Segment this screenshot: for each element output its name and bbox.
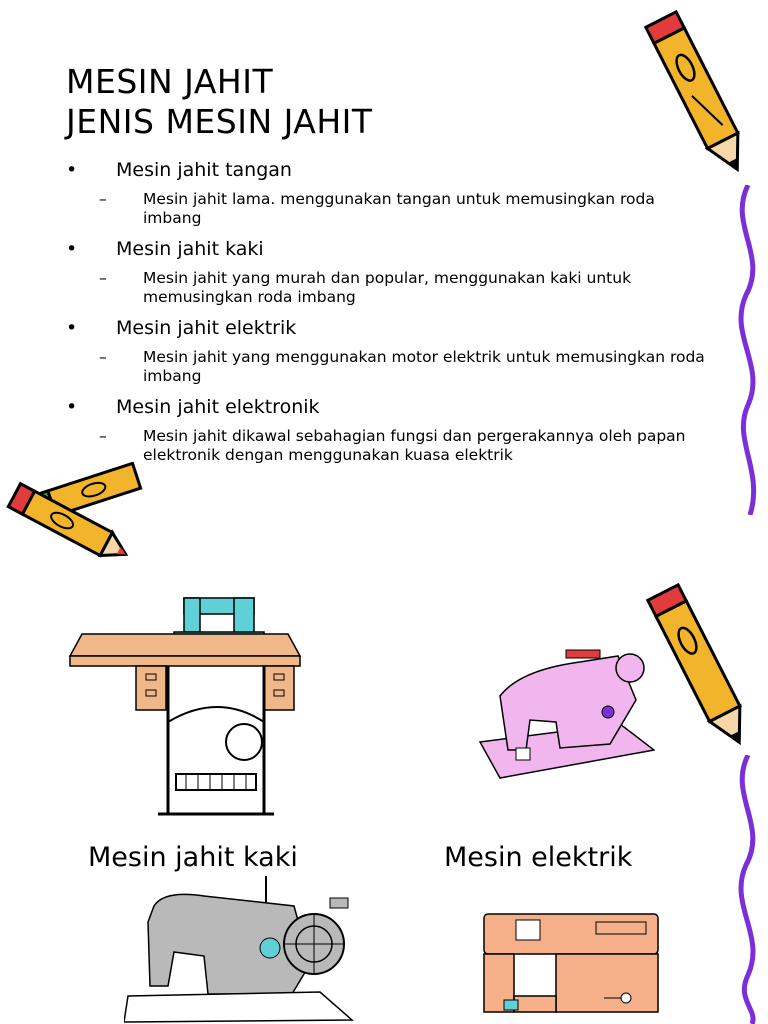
type-label: Mesin jahit elektrik — [116, 317, 297, 339]
dash-symbol: – — [99, 190, 107, 208]
caption-electric-machine: Mesin elektrik — [444, 842, 633, 873]
hand-sewing-machine-image — [124, 876, 356, 1024]
caption-treadle-machine: Mesin jahit kaki — [88, 842, 298, 873]
list-item — [66, 237, 706, 307]
dash-symbol: – — [99, 427, 107, 445]
page-title — [66, 62, 373, 142]
title-line-1: MESIN JAHIT — [66, 62, 274, 101]
type-description: Mesin jahit yang murah dan popular, menggunakan kaki untuk memusingkan roda imbang — [143, 269, 632, 306]
type-label: Mesin jahit elektronik — [116, 396, 320, 418]
crayons-icon — [0, 462, 160, 572]
sewing-machine-types-list — [66, 158, 706, 474]
list-item — [66, 158, 706, 228]
title-line-2: JENIS MESIN JAHIT — [66, 102, 373, 141]
list-item — [66, 316, 706, 386]
electric-sewing-machine-image — [460, 640, 655, 782]
bullet-symbol: • — [66, 317, 78, 339]
type-description: Mesin jahit yang menggunakan motor elektrik untuk memusingkan roda imbang — [143, 348, 705, 385]
pencil-icon — [640, 2, 760, 187]
type-label: Mesin jahit tangan — [116, 159, 292, 181]
treadle-sewing-machine-image — [68, 592, 303, 822]
squiggle-decoration — [728, 185, 768, 515]
type-label: Mesin jahit kaki — [116, 238, 264, 260]
dash-symbol: – — [99, 348, 107, 366]
dash-symbol: – — [99, 269, 107, 287]
electronic-sewing-machine-image — [476, 904, 668, 1024]
squiggle-decoration — [728, 755, 768, 1024]
bullet-symbol: • — [66, 238, 78, 260]
list-item — [66, 395, 706, 465]
type-description: Mesin jahit lama. menggunakan tangan untuk memusingkan roda imbang — [143, 190, 655, 227]
pencil-icon — [640, 575, 765, 760]
bullet-symbol: • — [66, 159, 78, 181]
type-description: Mesin jahit dikawal sebahagian fungsi dan pergerakannya oleh papan elektronik dengan menggunakan kuasa elektrik — [143, 427, 686, 464]
bullet-symbol: • — [66, 396, 78, 418]
